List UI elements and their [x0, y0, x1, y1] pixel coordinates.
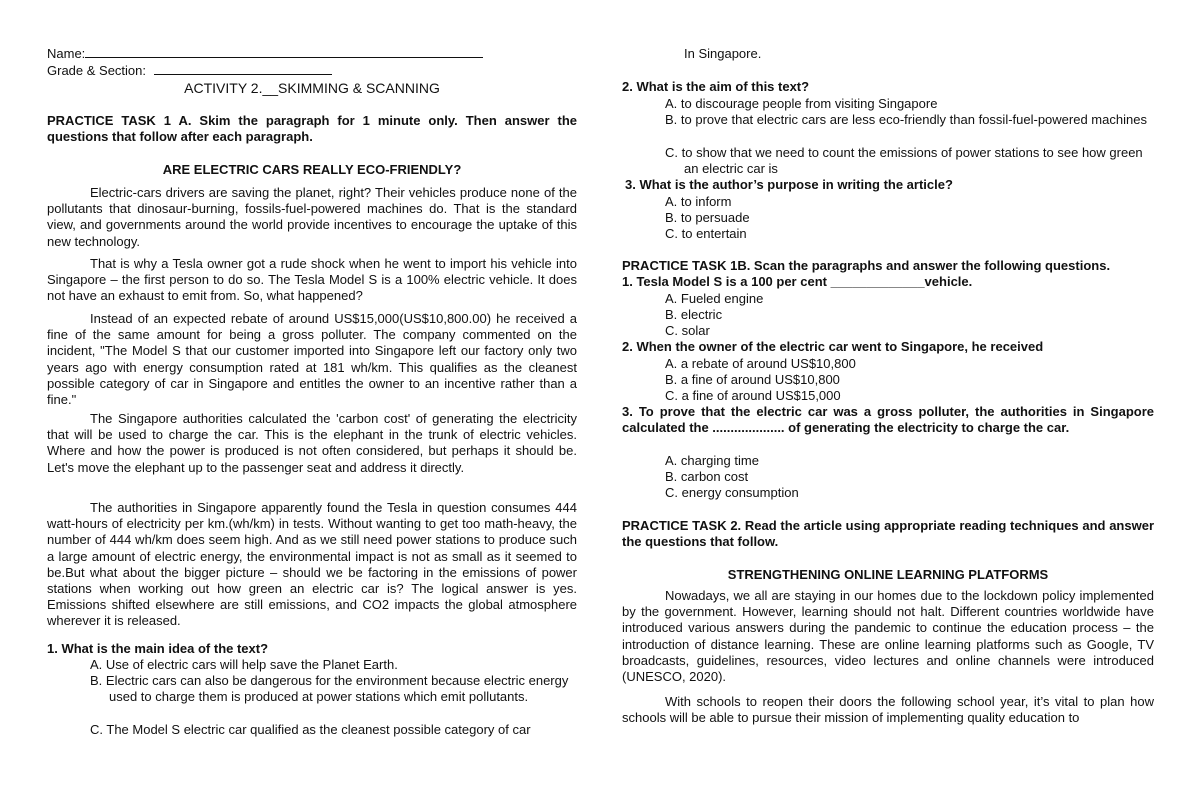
article-title-ev: ARE ELECTRIC CARS REALLY ECO-FRIENDLY?	[162, 162, 462, 177]
ev-paragraph-1: Electric-cars drivers are saving the planet, right? Their vehicles produce none of the pollutants that dinosaur-burning, fossils-fuel-powered machines do. That is the standard view, and governments around the world provide incentives to encourage the uptake of this new technology.	[47, 185, 577, 249]
q1-option-c[interactable]: C. The Model S electric car qualified as the cleanest possible category of car	[90, 722, 531, 737]
q3-option-c[interactable]: C. to entertain	[665, 226, 747, 241]
name-line	[47, 45, 483, 62]
grade-blank[interactable]	[154, 62, 332, 75]
t1b-q3: 3. To prove that the electric car was a gross polluter, the authorities in Singapore calculated the .................... of generating the electricity to charge the car.	[622, 404, 1154, 436]
t1b-q1: 1. Tesla Model S is a 100 per cent _____________vehicle.	[622, 274, 973, 289]
ev-paragraph-3: Instead of an expected rebate of around US$15,000(US$10,800.00) he received a fine of the same amount for being a gross polluter. The company commented on the incident, "The Model S that our customer imported into Singapore left our factory only two years ago with energy consumption rated at 181 wh/km. This qualifies as the cleanest possible category of car in Singapore and entitles the owner to an incentive rather than a fine."	[47, 311, 577, 408]
task2-instruction: PRACTICE TASK 2. Read the article using appropriate reading techniques and answer the questions that follow.	[622, 518, 1154, 550]
q2-option-b[interactable]: B. to prove that electric cars are less eco-friendly than fossil-fuel-powered machines	[665, 112, 1147, 127]
t1b-q1-option-a[interactable]: A. Fueled engine	[665, 291, 764, 306]
t1b-q3-option-b[interactable]: B. carbon cost	[665, 469, 749, 484]
q1-main-idea: 1. What is the main idea of the text?	[47, 641, 269, 656]
q1-option-c-continued: In Singapore.	[684, 46, 762, 61]
online-paragraph-1: Nowadays, we all are staying in our homes due to the lockdown policy implemented by the government. However, learning should not halt. Different countries worldwide have introduced various answers during the pandemic to continue the education process – the introduction of distance learning. These are online learning platforms such as Google, TV broadcasts, guidelines, resources, video lectures and online channels were introduced (UNESCO, 2020).	[622, 588, 1154, 685]
t1b-q2-option-a[interactable]: A. a rebate of around US$10,800	[665, 356, 856, 371]
q3-option-b[interactable]: B. to persuade	[665, 210, 750, 225]
q1-option-b[interactable]: B. Electric cars can also be dangerous for the environment because electric energy used to charge them is produced at power stations which emit pollutants.	[90, 673, 569, 705]
t1b-q1-option-c[interactable]: C. solar	[665, 323, 710, 338]
t1b-q2-option-c[interactable]: C. a fine of around US$15,000	[665, 388, 841, 403]
t1b-q1-option-b[interactable]: B. electric	[665, 307, 723, 322]
grade-line	[47, 62, 332, 79]
q3-purpose: 3. What is the author’s purpose in writing the article?	[625, 177, 953, 192]
q2-option-c[interactable]: C. to show that we need to count the emissions of power stations to see how green an electric car is	[665, 145, 1143, 177]
ev-paragraph-4: The Singapore authorities calculated the 'carbon cost' of generating the electricity that will be used to charge the car. This is the elephant in the trunk of electric vehicles. Where and how the power is produced is not often considered, but perhaps it should be. Let's move the elephant up to the passenger seat and address it directly.	[47, 411, 577, 475]
activity-title: ACTIVITY 2.__SKIMMING & SCANNING	[184, 80, 440, 96]
ev-paragraph-2: That is why a Tesla owner got a rude shock when he went to import his vehicle into Singapore – the first person to do so. The Tesla Model S is a 100% electric vehicle. It does not have an exhaust to emit from. So, what happened?	[47, 256, 577, 304]
q3-option-a[interactable]: A. to inform	[665, 194, 732, 209]
name-label: Name:	[47, 46, 86, 61]
task1a-instruction: PRACTICE TASK 1 A. Skim the paragraph for 1 minute only. Then answer the questions that follow after each paragraph.	[47, 113, 577, 145]
q1-option-a[interactable]: A. Use of electric cars will help save the Planet Earth.	[90, 657, 398, 672]
online-paragraph-2: With schools to reopen their doors the following school year, it’s vital to plan how schools will be able to pursue their mission of implementing quality education to	[622, 694, 1154, 726]
task1b-instruction: PRACTICE TASK 1B. Scan the paragraphs and answer the following questions.	[622, 258, 1111, 273]
grade-label: Grade & Section:	[47, 63, 146, 78]
article-title-online: STRENGTHENING ONLINE LEARNING PLATFORMS	[727, 567, 1049, 582]
t1b-q2-option-b[interactable]: B. a fine of around US$10,800	[665, 372, 840, 387]
t1b-q3-option-c[interactable]: C. energy consumption	[665, 485, 799, 500]
q2-option-a[interactable]: A. to discourage people from visiting Singapore	[665, 96, 938, 111]
t1b-q3-option-a[interactable]: A. charging time	[665, 453, 759, 468]
q2-aim: 2. What is the aim of this text?	[622, 79, 810, 94]
ev-paragraph-5: The authorities in Singapore apparently found the Tesla in question consumes 444 watt-hours of electricity per km.(wh/km) in tests. Without wanting to get too math-heavy, the number of 444 wh/km does seem high. And as we still need power stations to produce such a large amount of electric energy, the environmental impact is not as small as it seemed to be.But what about the bigger picture – should we be factoring in the emissions of power stations when working out how green an electric car is? The logical answer is yes. Emissions shifted elsewhere are still emissions, and CO2 impacts the global atmosphere wherever it is released.	[47, 500, 577, 629]
name-blank[interactable]	[85, 45, 483, 58]
t1b-q2: 2. When the owner of the electric car went to Singapore, he received	[622, 339, 1044, 354]
